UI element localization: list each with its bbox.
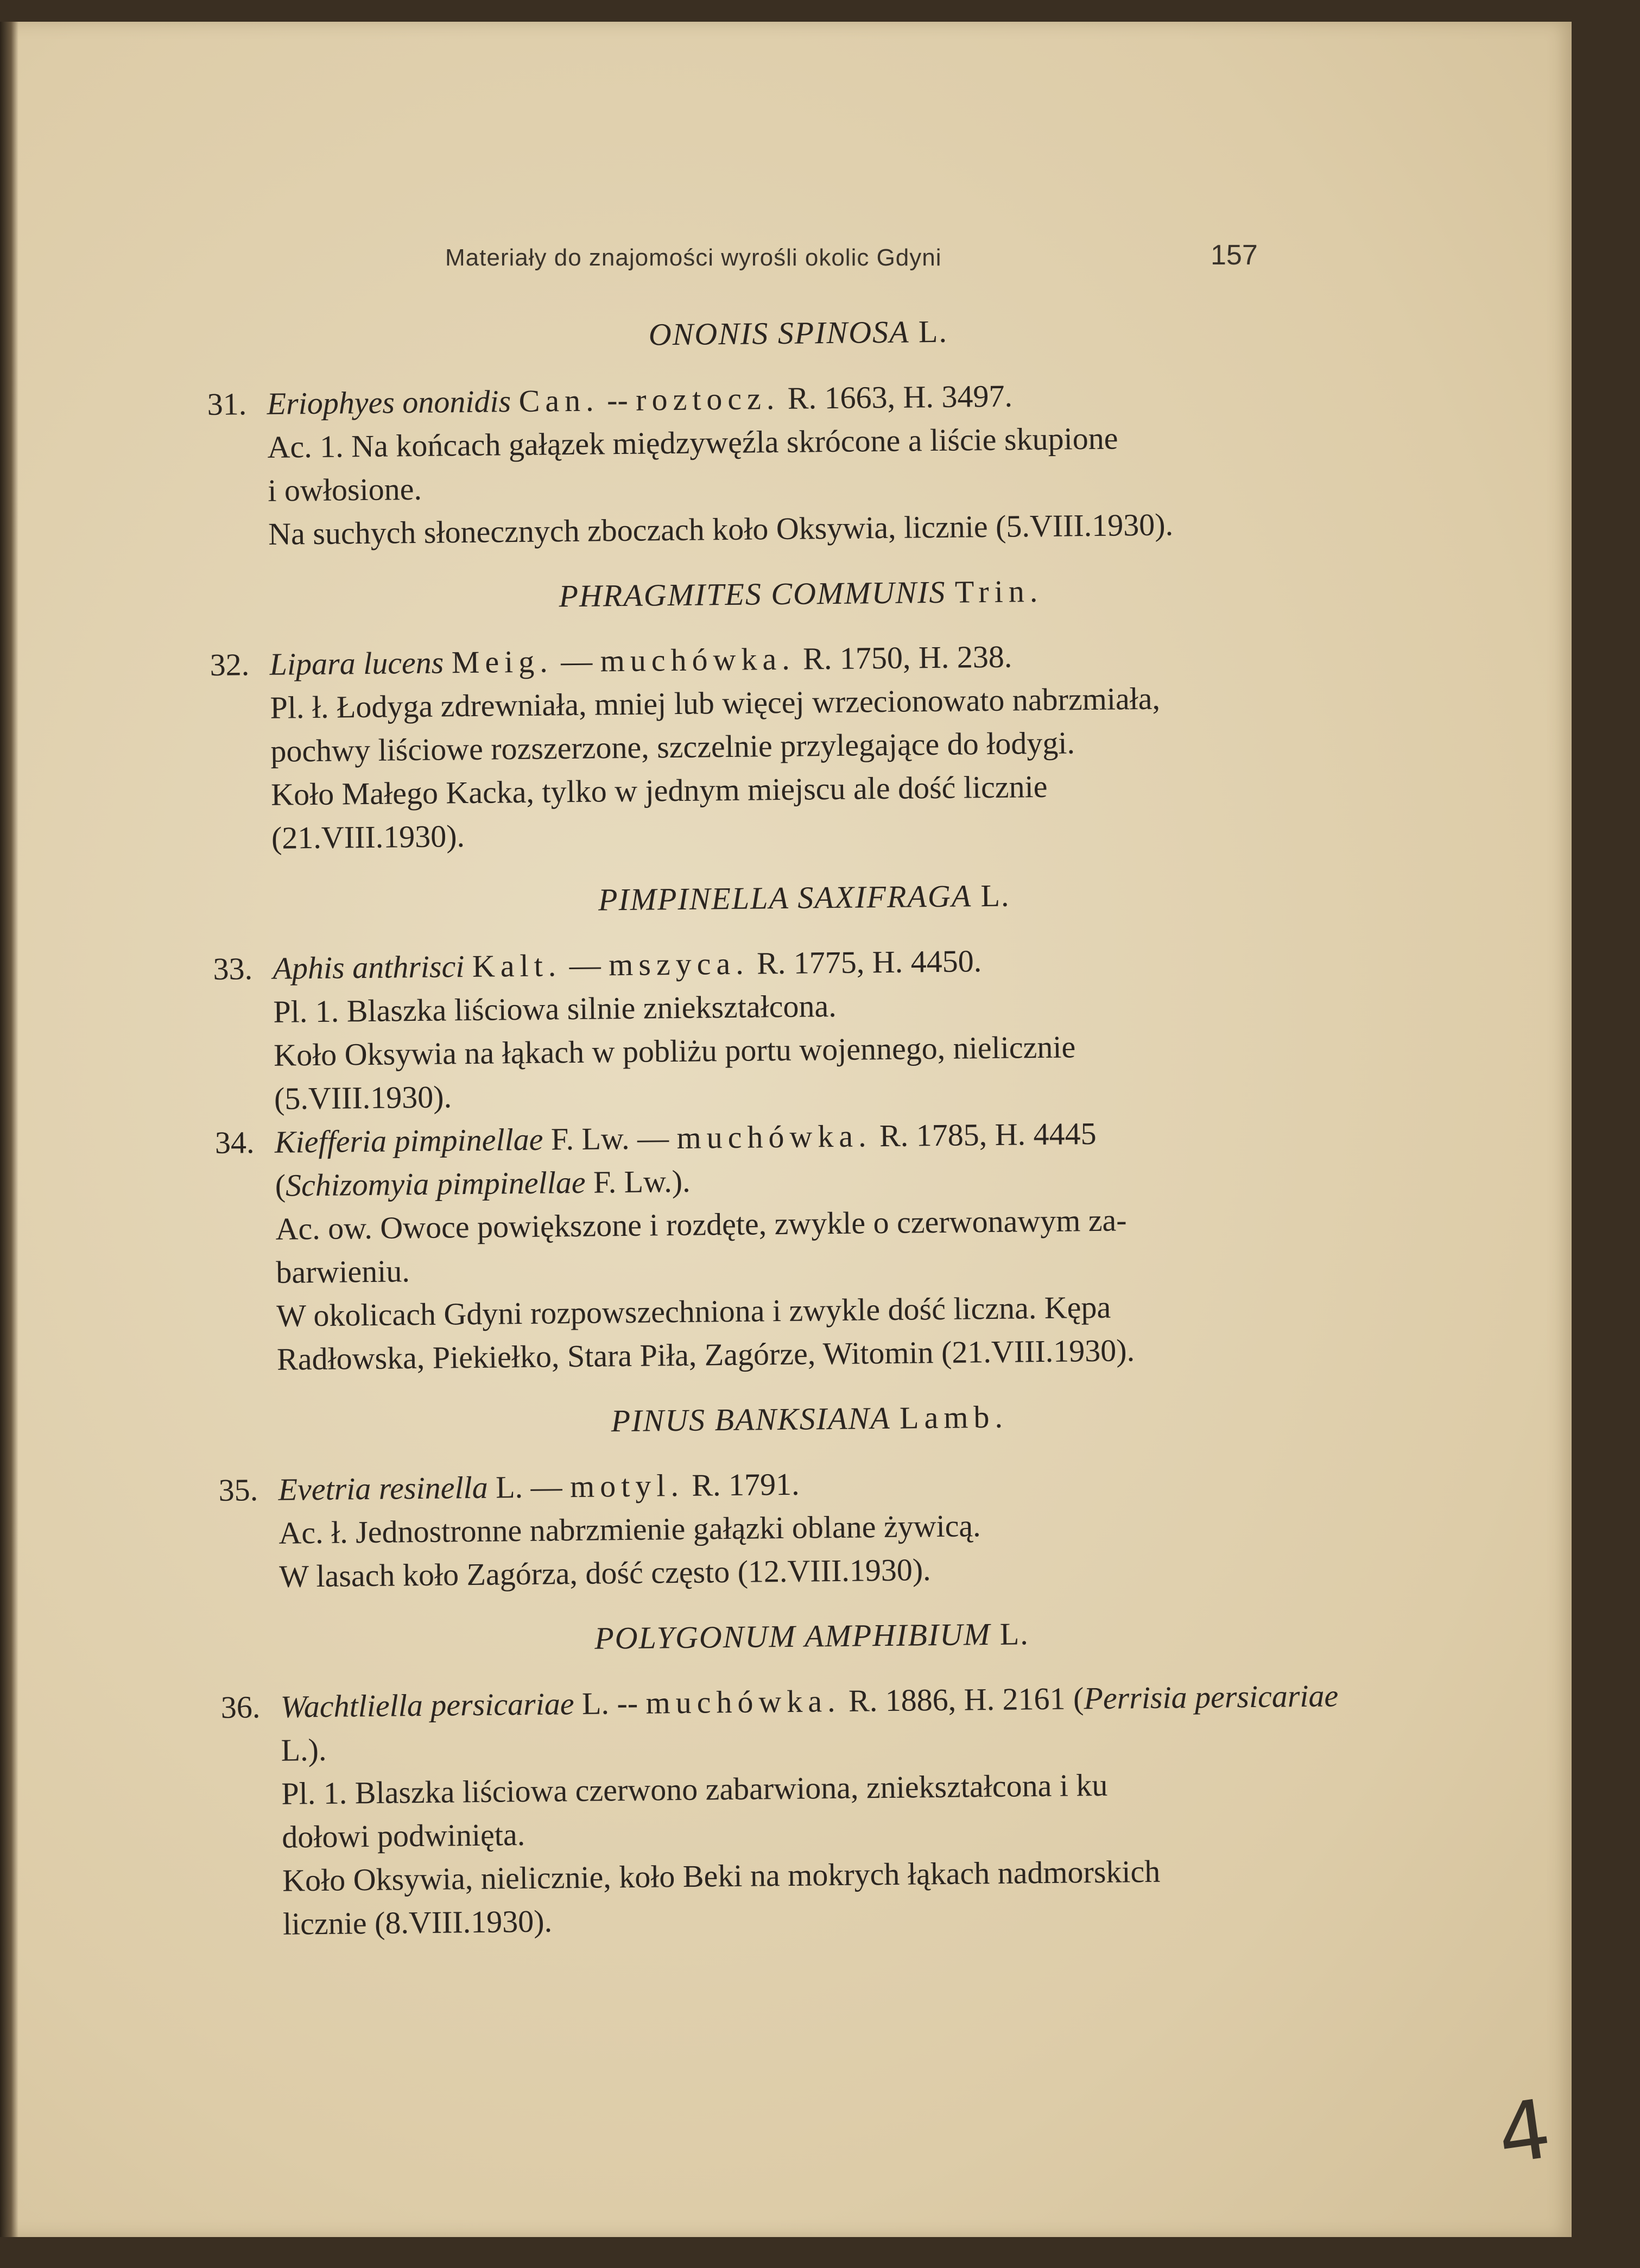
entry-line: Koło Małego Kacka, tylko w jednym miejscu ale dość licznie [270, 768, 1048, 812]
catalog-refs: R. 1886, H. 2161 [848, 1681, 1066, 1719]
separator: -- [609, 1685, 646, 1721]
entry-line: i owłosione. [267, 471, 422, 508]
entry-line: barwieniu. [276, 1253, 410, 1290]
plant-author: L. [918, 313, 948, 350]
entry-line: (21.VIII.1930). [271, 818, 465, 856]
gall-entry [207, 371, 1348, 557]
entry-number: 34. [214, 1124, 255, 1160]
plant-name: ONONIS SPINOSA [648, 314, 910, 352]
gall-entry [214, 1109, 1357, 1382]
organism-type: muchówka. [600, 641, 796, 679]
catalog-refs: R. 1791. [692, 1466, 800, 1503]
book-page [0, 22, 1572, 2237]
synonym-name: Schizomyia pimpinellae [285, 1164, 586, 1203]
entry-title-line [280, 1674, 1362, 1772]
plant-section [218, 1392, 1360, 1599]
handwritten-margin-mark: 4 [1492, 2082, 1557, 2183]
species-authority: F. Lw. [550, 1120, 630, 1157]
plant-name: PIMPINELLA SAXIFRAGA [598, 878, 972, 918]
entry-number: 33. [213, 951, 253, 987]
entry-line: Ac. ow. Owoce powiększone i rozdęte, zwykle o czerwonawym za- [275, 1202, 1127, 1247]
entry-line: W lasach koło Zagórza, dość często (12.VIII.1930). [278, 1552, 931, 1594]
entry-number: 32. [210, 647, 250, 683]
plant-name: PHRAGMITES COMMUNIS [559, 574, 946, 614]
gall-entry [213, 936, 1354, 1121]
species-authority: L. [495, 1469, 523, 1505]
page-number: 157 [1211, 239, 1258, 271]
organism-type: roztocz. [635, 380, 780, 418]
entry-line: Pl. 1. Blaszka liściowa czerwono zabarwiona, zniekształcona i ku [281, 1767, 1108, 1811]
catalog-refs: R. 1775, H. 4450. [756, 943, 982, 981]
plant-section [220, 1609, 1363, 1947]
entry-number: 36. [220, 1689, 261, 1725]
organism-type: muchówka. [645, 1683, 841, 1721]
plant-name: POLYGONUM AMPHIBIUM [594, 1616, 991, 1656]
plant-heading [206, 306, 1347, 361]
entry-line: dołowi podwinięta. [281, 1817, 525, 1855]
species-name: Evetria resinella [278, 1469, 488, 1507]
entry-line: Pl. ł. Łodyga zdrewniała, mniej lub więcej wrzecionowato nabrzmiała, [270, 680, 1161, 725]
separator: — [561, 947, 609, 983]
separator: -- [599, 382, 636, 418]
entry-line: Na suchych słonecznych zboczach koło Oksywia, licznie (5.VIII.1930). [268, 507, 1174, 552]
synonym-open: ( [275, 1167, 286, 1203]
plant-author: L. [999, 1616, 1030, 1652]
entry-number: 35. [218, 1472, 258, 1508]
organism-type: muchówka. [676, 1118, 872, 1156]
plant-author: L. [980, 877, 1010, 914]
species-name: Kiefferia pimpinellae [274, 1121, 543, 1160]
plant-section [209, 566, 1352, 861]
synonym-authority: F. Lw.). [593, 1163, 691, 1200]
entry-line: W okolicach Gdyni rozpowszechniona i zwykle dość liczna. Kępa [276, 1289, 1111, 1334]
entry-line: pochwy liściowe rozszerzone, szczelnie przylegające do łodygi. [270, 725, 1075, 769]
organism-type: motyl. [569, 1467, 685, 1505]
entry-line: (5.VIII.1930). [274, 1079, 452, 1116]
entry-number: 31. [207, 386, 247, 422]
gall-entry [220, 1674, 1363, 1947]
species-authority: Meig. [451, 643, 554, 680]
organism-type: mszyca. [608, 945, 749, 983]
plant-heading [218, 1392, 1358, 1447]
entry-line: Pl. 1. Blaszka liściowa silnie zniekształcona. [273, 988, 837, 1029]
separator: — [629, 1120, 677, 1156]
plant-heading [212, 870, 1353, 926]
catalog-refs: R. 1750, H. 238. [802, 639, 1012, 677]
plant-heading [220, 1609, 1360, 1664]
entry-line: Koło Oksywia na łąkach w pobliżu portu wojennego, nielicznie [273, 1029, 1076, 1073]
running-title: Materiały do znajomości wyrośli okolic Gdyni [445, 244, 942, 271]
species-authority: Can. [518, 382, 599, 419]
page-content [206, 306, 1364, 1968]
plant-section [212, 870, 1358, 1382]
entry-line: Radłowska, Piekiełko, Stara Piła, Zagórze, Witomin (21.VIII.1930). [276, 1332, 1135, 1377]
species-authority: Kalt. [472, 947, 562, 984]
book-spine-shadow [0, 22, 18, 2237]
entry-line: licznie (8.VIII.1930). [282, 1903, 553, 1942]
synonym-authority: L.). [281, 1732, 327, 1768]
plant-author: Trin. [954, 573, 1043, 610]
catalog-refs: R. 1785, H. 4445 [879, 1115, 1097, 1154]
plant-heading [209, 566, 1350, 622]
species-name: Eriophyes ononidis [267, 383, 511, 421]
entry-line: Koło Oksywia, nielicznie, koło Beki na mokrych łąkach nadmorskich [282, 1853, 1161, 1898]
plant-name: PINUS BANKSIANA [611, 1400, 891, 1439]
synonym-open: ( [1073, 1681, 1084, 1716]
species-name: Aphis anthrisci [273, 949, 465, 986]
species-authority: L. [581, 1685, 610, 1721]
entry-line: Ac. ł. Jednostronne nabrzmienie gałązki oblane żywicą. [278, 1508, 981, 1551]
species-name: Wachtliella persicariae [280, 1686, 574, 1724]
plant-author: Lamb. [899, 1399, 1009, 1436]
gall-entry [218, 1457, 1359, 1599]
separator: — [522, 1469, 571, 1505]
plant-section [206, 306, 1348, 557]
catalog-refs: R. 1663, H. 3497. [787, 378, 1013, 416]
species-name: Lipara lucens [269, 645, 444, 682]
synonym-name: Perrisia persicariae [1084, 1678, 1339, 1716]
entry-line: Ac. 1. Na końcach gałązek międzywęźla skrócone a liście skupione [267, 420, 1118, 465]
separator: — [553, 643, 601, 679]
gall-entry [210, 631, 1352, 861]
